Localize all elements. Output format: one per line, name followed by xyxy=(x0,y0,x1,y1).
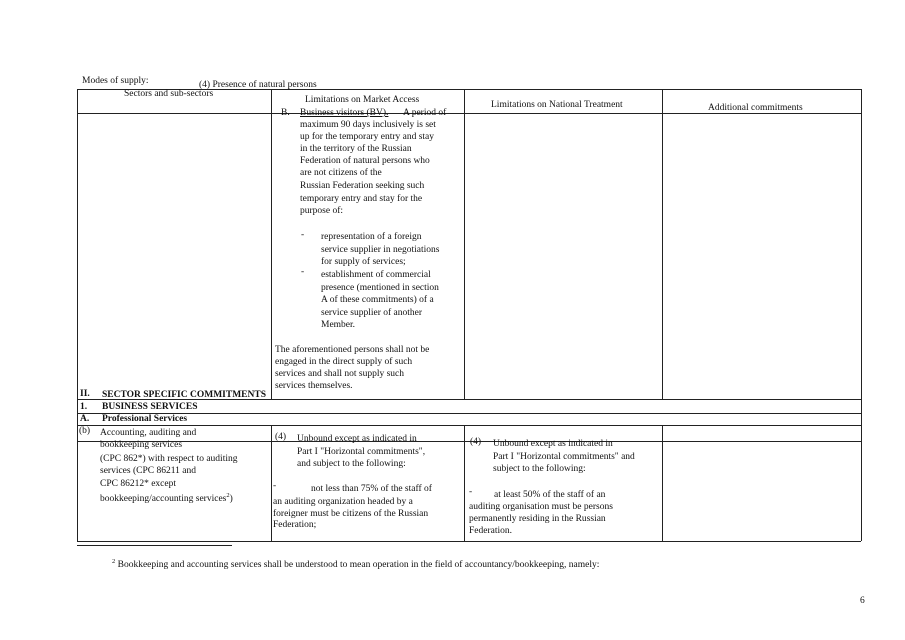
bullet-line: representation of a foreign xyxy=(321,232,422,242)
section-a-number: A. xyxy=(80,414,90,424)
bv-line: Russian Federation seeking such xyxy=(300,181,425,191)
market-line: Part I "Horizontal commitments", xyxy=(297,447,426,457)
bullet-line: A of these commitments) of a xyxy=(321,295,434,305)
bv-title: Business visitors (BV). xyxy=(300,108,389,118)
market-bullet-line: an auditing organization headed by a xyxy=(273,497,413,507)
bullet-line: service supplier in negotiations xyxy=(321,245,440,255)
national-dash: - xyxy=(469,487,473,497)
bv-closing-line: engaged in the direct supply of such xyxy=(275,357,413,367)
national-bullet-line: at least 50% of the staff of an xyxy=(494,490,606,500)
row-divider-a xyxy=(77,425,861,426)
sector-last-line xyxy=(100,490,233,506)
table-left-border xyxy=(77,89,78,541)
national-line: subject to the following: xyxy=(493,464,586,474)
bullet-line: presence (mentioned in section xyxy=(321,283,439,293)
column-divider-3 xyxy=(662,89,663,399)
sector-marker: (b) xyxy=(79,426,91,436)
bv-line: Federation of natural persons who xyxy=(300,156,430,166)
bv-line: in the territory of the Russian xyxy=(300,144,412,154)
bullet-dash: - xyxy=(301,267,305,277)
section-a-title: Professional Services xyxy=(102,414,188,424)
bullet-dash: - xyxy=(301,230,305,240)
section-1-number: 1. xyxy=(80,402,88,412)
header-additional: Additional commitments xyxy=(708,103,803,113)
bv-line: A period of xyxy=(403,108,447,118)
market-line: and subject to the following: xyxy=(297,459,406,469)
footnote-number: 2 xyxy=(112,558,116,565)
section-1-title: BUSINESS SERVICES xyxy=(102,402,198,412)
column-divider-2b xyxy=(464,425,465,541)
footnote-separator xyxy=(77,545,232,546)
header-sectors: Sectors and sub-sectors xyxy=(124,89,214,99)
sector-line: services (CPC 86211 and xyxy=(100,466,196,476)
row-divider-b xyxy=(77,441,861,442)
national-bullet-line: permanently residing in the Russian xyxy=(469,514,606,524)
bv-closing-line: The aforementioned persons shall not be xyxy=(275,345,430,355)
section-ii-number: II. xyxy=(80,389,90,399)
national-line: Unbound except as indicated in xyxy=(493,439,613,449)
bullet-line: service supplier of another xyxy=(321,308,423,318)
modes-label: Modes of supply: xyxy=(82,76,149,86)
sector-line: Accounting, auditing and xyxy=(100,428,197,438)
national-bullet-line: Federation. xyxy=(469,526,513,536)
table-bottom-border xyxy=(77,541,861,542)
section-ii-title: SECTOR SPECIFIC COMMITMENTS xyxy=(102,390,266,400)
sector-line: (CPC 862*) with respect to auditing xyxy=(100,454,238,464)
bv-marker: B. xyxy=(281,108,290,118)
market-dash: - xyxy=(273,481,277,491)
bv-line: purpose of: xyxy=(300,206,344,216)
sector-line: CPC 86212* except xyxy=(100,479,176,489)
column-divider-1b xyxy=(271,425,272,541)
bv-closing-line: services and shall not supply such xyxy=(275,369,405,379)
footnote-reference: 2 xyxy=(226,492,230,499)
bv-line: temporary entry and stay for the xyxy=(300,194,423,204)
bullet-line: establishment of commercial xyxy=(321,270,431,280)
sector-line: bookkeeping services xyxy=(100,440,183,450)
national-bullet-line: auditing organisation must be persons xyxy=(469,502,613,512)
sector-close-paren: ) xyxy=(229,494,233,505)
column-divider-1 xyxy=(271,89,272,399)
header-national-treatment: Limitations on National Treatment xyxy=(491,100,623,110)
column-divider-3b xyxy=(662,425,663,541)
national-mode: (4) xyxy=(470,437,482,447)
page-number: 6 xyxy=(860,596,865,606)
footnote-text: Bookkeeping and accounting services shall be understood to mean operation in the field of accountancy/bookkeeping, namely: xyxy=(117,560,600,571)
bv-line: up for the temporary entry and stay xyxy=(300,132,435,142)
bv-closing-line: services themselves. xyxy=(275,381,353,391)
mode-value: (4) Presence of natural persons xyxy=(199,80,317,90)
column-divider-2 xyxy=(464,89,465,399)
header-market-access: Limitations on Market Access xyxy=(305,95,420,105)
market-bullet-line: Federation; xyxy=(273,520,317,530)
sector-line: bookkeeping/accounting services xyxy=(100,494,227,505)
table-right-border xyxy=(861,89,862,541)
market-bullet-line: not less than 75% of the staff of xyxy=(311,484,432,494)
market-mode: (4) xyxy=(275,432,287,442)
bullet-line: for supply of services; xyxy=(321,257,406,267)
national-line: Part I "Horizontal commitments" and xyxy=(493,452,635,462)
market-line: Unbound except as indicated in xyxy=(297,434,417,444)
market-bullet-line: foreigner must be citizens of the Russian xyxy=(273,509,429,519)
footnote xyxy=(112,556,599,572)
bullet-line: Member. xyxy=(321,320,356,330)
bv-line: maximum 90 days inclusively is set xyxy=(300,120,436,130)
bv-line: are not citizens of the xyxy=(300,168,382,178)
